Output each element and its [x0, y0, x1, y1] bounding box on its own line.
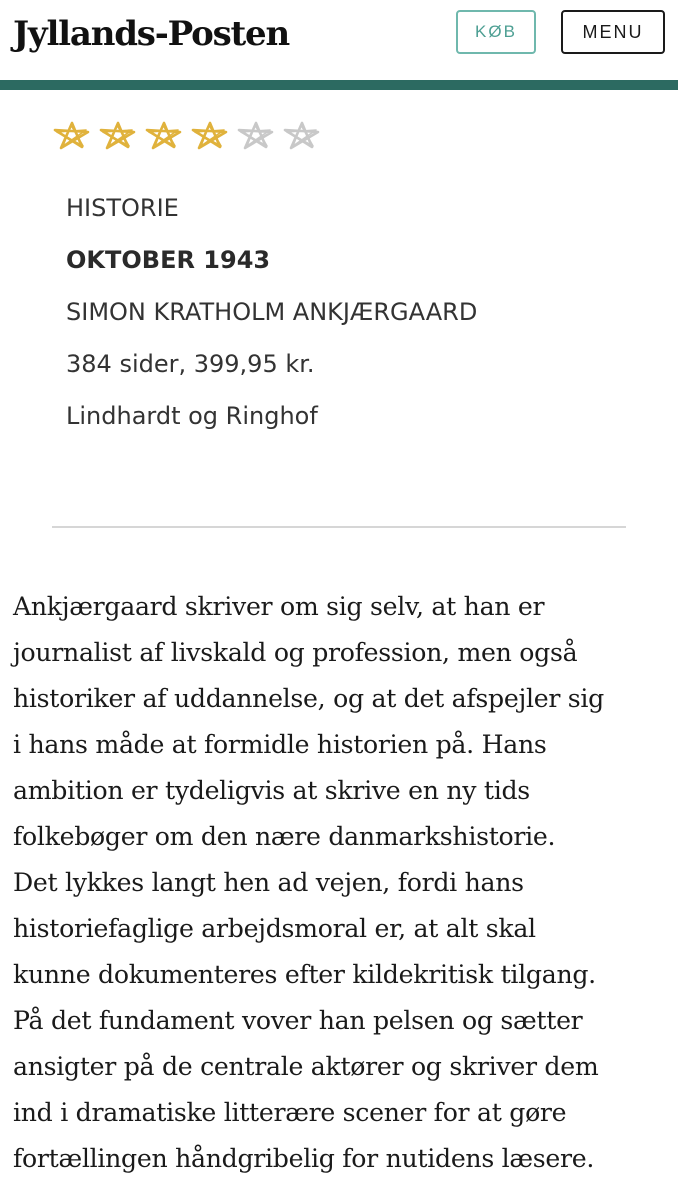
article-body: [13, 584, 673, 1182]
site-logo[interactable]: Jyllands-Posten: [13, 14, 289, 54]
article-line: ansigter på de centrale aktører og skriver dem: [13, 1052, 599, 1081]
star-empty-icon: [236, 120, 276, 152]
article-line: Det lykkes langt hen ad vejen, fordi hans: [13, 868, 524, 897]
article-line: i hans måde at formidle historien på. Hans: [13, 730, 547, 759]
book-author: SIMON KRATHOLM ANKJÆRGAARD: [66, 298, 478, 326]
site-header: [0, 0, 678, 80]
article-line: ambition er tydeligvis at skrive en ny tids: [13, 776, 530, 805]
book-details: 384 sider, 399,95 kr.: [66, 350, 315, 378]
article-line: På det fundament vover han pelsen og sætter: [13, 1006, 583, 1035]
star-rating: [52, 120, 322, 152]
article-line: historiker af uddannelse, og at det afspejler sig: [13, 684, 604, 713]
book-publisher: Lindhardt og Ringhof: [66, 402, 318, 430]
header-accent-bar: [0, 80, 678, 90]
star-empty-icon: [282, 120, 322, 152]
star-filled-icon: [98, 120, 138, 152]
article-line: kunne dokumenteres efter kildekritisk tilgang.: [13, 960, 596, 989]
article-line: journalist af livskald og profession, men også: [13, 638, 578, 667]
divider: [52, 526, 626, 528]
book-title: OKTOBER 1943: [66, 246, 271, 274]
article-line: historiefaglige arbejdsmoral er, at alt skal: [13, 914, 536, 943]
buy-button[interactable]: KØB: [456, 10, 536, 54]
star-filled-icon: [190, 120, 230, 152]
book-genre: HISTORIE: [66, 194, 179, 222]
star-filled-icon: [52, 120, 92, 152]
book-info: [66, 188, 646, 448]
article-line: fortællingen håndgribelig for nutidens læsere.: [13, 1144, 595, 1173]
article-line: folkebøger om den nære danmarkshistorie.: [13, 822, 556, 851]
star-filled-icon: [144, 120, 184, 152]
article-line: ind i dramatiske litterære scener for at gøre: [13, 1098, 567, 1127]
article-line: Ankjærgaard skriver om sig selv, at han er: [13, 592, 545, 621]
menu-button[interactable]: MENU: [561, 10, 665, 54]
